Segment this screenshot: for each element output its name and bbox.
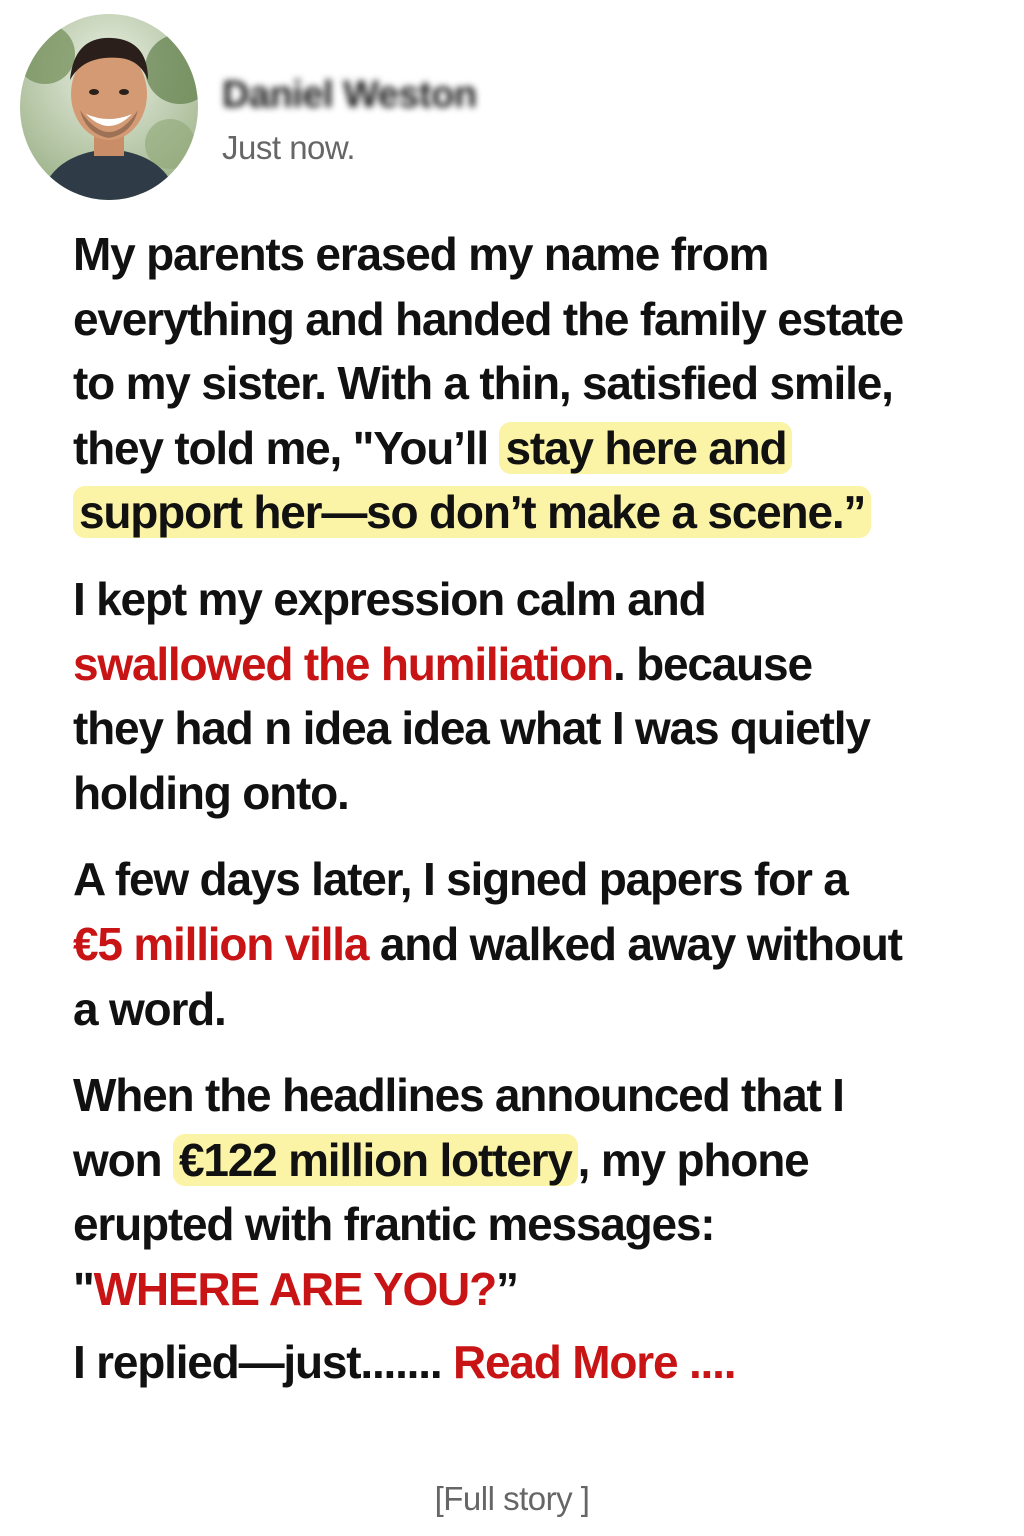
- story-text: . because they had n idea idea what I was quietly holding onto.: [73, 637, 870, 819]
- emphasis-text: WHERE ARE YOU?: [93, 1262, 496, 1315]
- full-story-link[interactable]: [Full story ]: [434, 1480, 590, 1517]
- quote-mark: ”: [495, 1262, 518, 1315]
- avatar[interactable]: [20, 14, 198, 200]
- emphasis-text: swallowed the humiliation: [73, 637, 613, 690]
- highlighted-text: stay here and support her—so don’t make a scene.”: [73, 422, 871, 539]
- story-text: My parents erased my name from everything and handed the family estate to my sister. With a thin, satisfied smile, they told me, "You’ll: [73, 228, 903, 474]
- story-text: A few days later, I signed papers for a: [73, 853, 848, 906]
- story-text: and walked away without a word.: [73, 917, 902, 1035]
- post-header: [20, 14, 1000, 204]
- read-more-link[interactable]: Read More ....: [453, 1335, 736, 1388]
- story-text: When the headlines announced that I won: [73, 1069, 844, 1186]
- story-text: I replied—just.......: [73, 1335, 454, 1388]
- story-paragraph-2: [73, 567, 903, 825]
- story-paragraph-1: [73, 222, 903, 545]
- story-paragraph-4: [73, 1063, 903, 1321]
- post-timestamp: Just now.: [222, 129, 356, 166]
- story-closing: [73, 1330, 903, 1395]
- emphasis-text: €5 million villa: [73, 917, 369, 970]
- story-text: I kept my expression calm and: [73, 572, 706, 625]
- highlighted-text: €122 million lottery: [173, 1134, 578, 1186]
- author-name[interactable]: Daniel Weston: [222, 74, 477, 116]
- story-body: [73, 222, 903, 1394]
- story-paragraph-3: [73, 847, 903, 1041]
- story-text: , my phone erupted with frantic messages:: [73, 1133, 809, 1251]
- person-photo-icon: [20, 14, 198, 200]
- author-block: [222, 74, 477, 167]
- quote-mark: ": [73, 1262, 94, 1315]
